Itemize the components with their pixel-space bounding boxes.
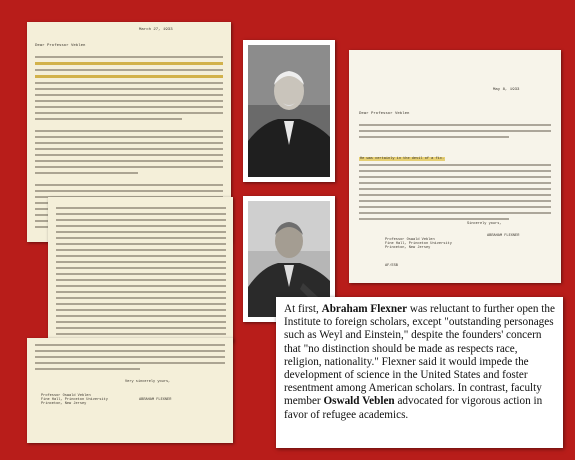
letter-closing: Sincerely yours, [467, 222, 502, 226]
highlighted-sentence: He was certainly in the devil of a fix. [360, 157, 445, 161]
letter-body [35, 344, 225, 374]
photo-abraham-flexner [243, 40, 335, 182]
letter-body [359, 124, 551, 224]
letter-signature: ABRAHAM FLEXNER [139, 398, 172, 402]
letter-page-3 [27, 338, 233, 443]
exhibit-caption [276, 297, 563, 448]
caption-name-flexner: Abraham Flexner [321, 303, 408, 315]
letter-date: March 27, 1933 [139, 28, 173, 32]
address-block: Professor Oswald Veblen Fine Hall, Princeton University Princeton, New Jersey [385, 238, 452, 251]
letter-signature: ABRAHAM FLEXNER [487, 234, 520, 238]
letter-body [56, 207, 226, 342]
letter-date: May 8, 1933 [493, 88, 520, 92]
letter-salutation: Dear Professor Veblen [35, 44, 86, 48]
caption-text-2: was reluctant to further open the Institute to foreign scholars, except "outstanding personages such as Weyl and Einstein," despite the founders' concern that "no distinction should be made as respects race, religion, nationality." Flexner said it would impede the development of science in the United States and foster resentment among American scholars. In contrast, faculty member [284, 303, 555, 408]
caption-text-1: At first, [284, 303, 322, 315]
address-block: Professor Oswald Veblen Fine Hall, Princeton University Princeton, New Jersey [41, 394, 108, 407]
letter-salutation: Dear Professor Veblen [359, 112, 410, 116]
typist-initials: AF/ESB [385, 264, 398, 268]
letter-page-4 [349, 50, 561, 283]
caption-name-veblen: Oswald Veblen [323, 395, 395, 408]
letter-page-2 [48, 197, 233, 342]
caption-text-3: advocated for vigorous action in favor of refugee academics. [284, 395, 543, 421]
portrait-image [248, 45, 330, 177]
letter-closing: Very sincerely yours, [125, 380, 171, 384]
